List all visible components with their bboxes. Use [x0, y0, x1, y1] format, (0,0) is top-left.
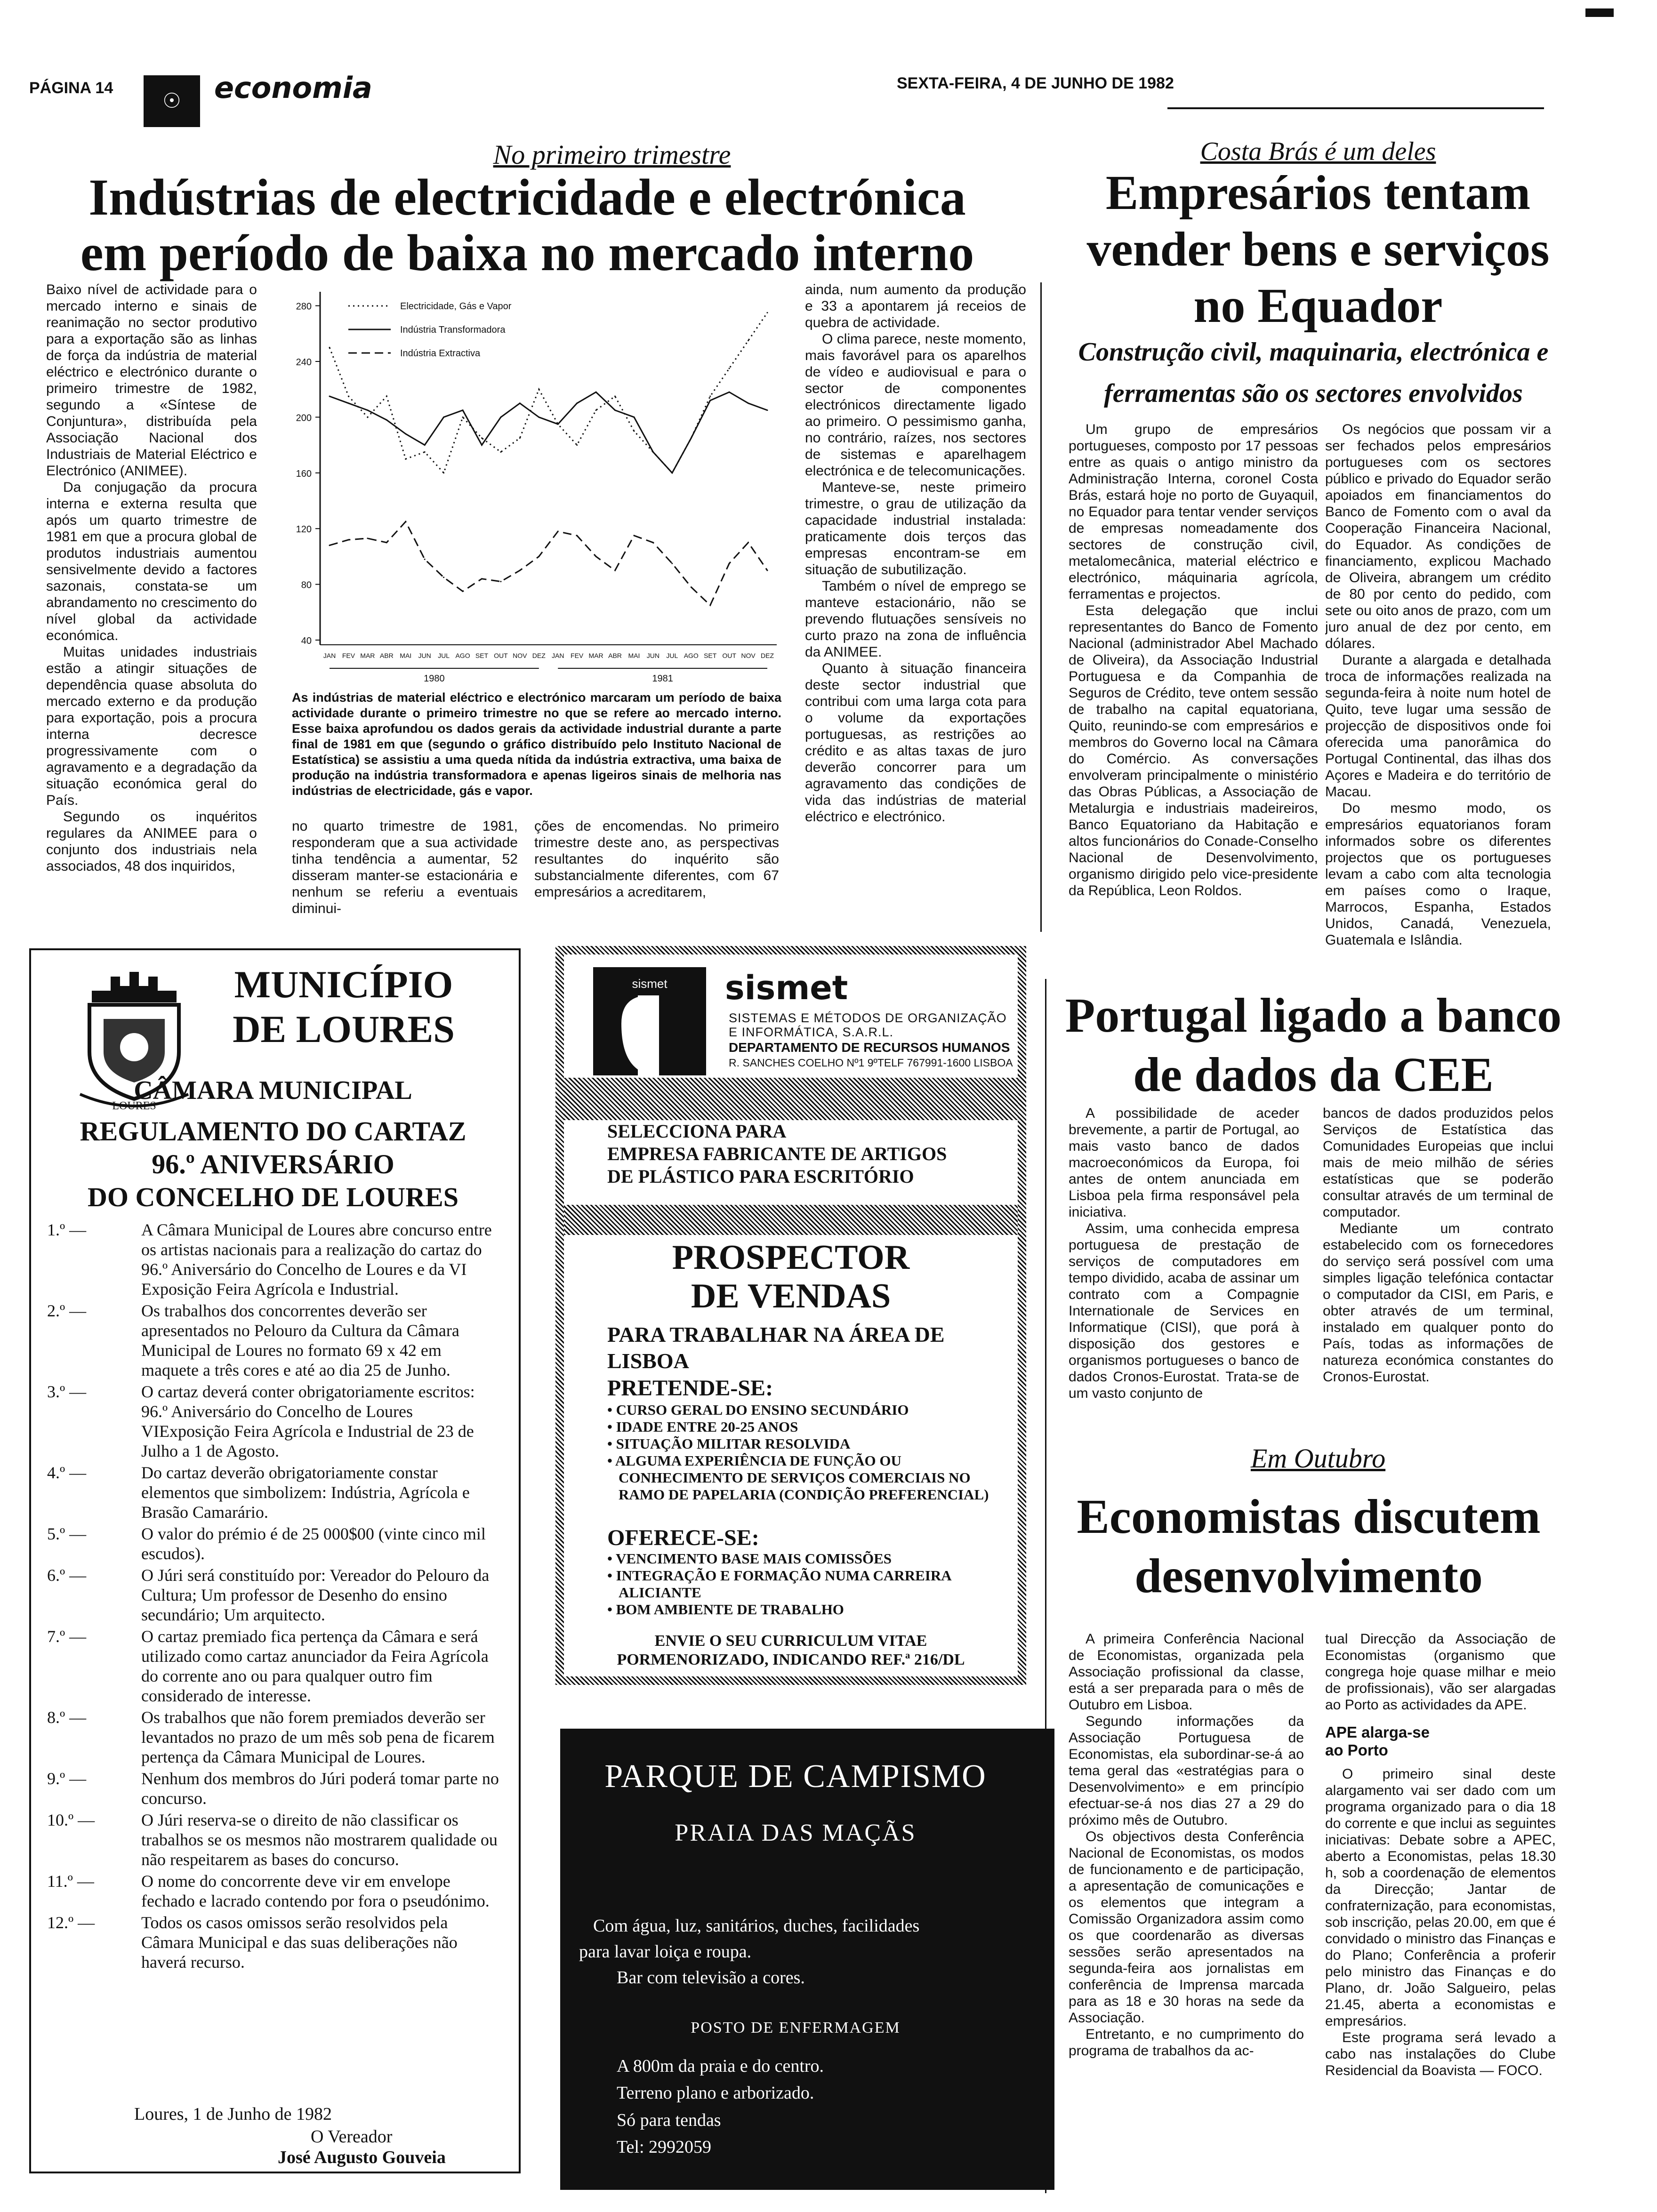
loures-subtitle-3: 96.º ANIVERSÁRIO — [152, 1149, 394, 1179]
sismet-select-1: SELECCIONA PARA — [607, 1121, 787, 1142]
data-point — [329, 347, 330, 348]
economistas-subhead: APE alarga-se ao Porto — [1325, 1723, 1430, 1759]
x-tick-label: NOV — [741, 652, 756, 659]
data-point — [500, 417, 501, 418]
regulation-text: O nome do concorrente deve vir em envelope fechado e lacrado contendo por fora o pseudónimo. — [141, 1872, 490, 1910]
campismo-line8: Tel: 2992059 — [617, 2137, 712, 2157]
x-tick-label: MAR — [588, 652, 603, 659]
x-tick-label: AGO — [684, 652, 699, 659]
data-point — [519, 570, 521, 571]
sismet-oferece-list — [607, 1550, 993, 1618]
regulation-item — [47, 1565, 499, 1625]
paragraph: A possibilidade de aceder brevemente, a partir de Portugal, ao mais vasto banco de dados macroeconómicos da Europa, foi antes de ontem anunciada em Lisboa pela firma responsável pela iniciativa. — [1069, 1106, 1299, 1220]
data-point — [595, 556, 597, 557]
y-tick-label: 120 — [296, 524, 312, 535]
data-point — [481, 437, 483, 439]
paragraph: ainda, num aumento da produção e 33 a apontarem já receios de quebra de actividade. — [805, 282, 1026, 330]
sismet-brand: sismet — [725, 969, 848, 1007]
data-point — [691, 586, 692, 588]
loures-regulation-list — [47, 1220, 499, 1974]
x-tick-label: JUL — [666, 652, 678, 659]
regulation-item — [47, 1220, 499, 1299]
requirement-item: • IDADE ENTRE 20-25 ANOS — [607, 1419, 993, 1435]
data-point — [614, 570, 616, 571]
chart-caption: As indústrias de material eléctrico e electrónico marcaram um período de baixa actividade durante o primeiro trimestre no que se refere ao mercado interno. Esse baixa aprofundou os dados gerais da actividade industrial durante a parte final de 1981 em que (segundo o gráfico distribuído pelo Instituto Nacional de Estatística) se assistiu a uma queda nítida da indústria extractiva, uma baixa de produção na indústria transformadora e apenas ligeiros sinais de melhoria nas indústrias de electricidade, gás e vapor. — [292, 690, 781, 798]
regulation-text: O valor do prémio é de 25 000$00 (vinte cinco mil escudos). — [141, 1524, 486, 1563]
y-tick-label: 240 — [296, 357, 312, 368]
data-point — [348, 402, 349, 404]
x-tick-label: OUT — [722, 652, 736, 659]
regulation-text: Os trabalhos dos concorrentes deverão ser apresentados no Pelouro da Cultura da Câmara Municipal de Loures no formato 69 x 42 em maquete a três cores e até ao dia 25 de Junho. — [141, 1301, 459, 1379]
main-article-col4 — [805, 281, 1026, 922]
paragraph: Entretanto, e no cumprimento do programa de trabalhos da ac- — [1069, 2027, 1304, 2059]
campismo-subtitle: PRAIA DAS MAÇÃS — [675, 1819, 917, 1846]
data-point — [652, 542, 654, 543]
campismo-line4: POSTO DE ENFERMAGEM — [691, 2019, 901, 2036]
paragraph: Um grupo de empresários portugueses, composto por 17 pessoas entre as quais o antigo ministro da Administração Interna, coronel Costa Brás, estará hoje no porto de Guyaquil, no Equador para tentar vender serviços de empresas nomeadamente dos sectores de construção civil, metalomecânica, material eléctrico e electrónico, máquinaria agrícola, ferramentas e projectos. — [1069, 422, 1318, 602]
sismet-oferece-heading: OFERECE-SE: — [607, 1525, 759, 1550]
data-point — [614, 396, 616, 397]
regulation-number: 9.º — — [47, 1769, 87, 1788]
data-point — [405, 433, 406, 434]
data-point — [748, 542, 749, 543]
data-point — [424, 451, 426, 453]
data-point — [748, 402, 749, 404]
sismet-pretende-heading: PRETENDE-SE: — [607, 1376, 773, 1401]
regulation-item — [47, 1382, 499, 1461]
paragraph: Manteve-se, neste primeiro trimestre, o grau de utilização da capacidade industrial instalada: praticamente dois terços das empresas encontram-se em situação de subutilização. — [805, 480, 1026, 577]
regulation-item — [47, 1301, 499, 1380]
regulation-number: 3.º — — [47, 1382, 87, 1401]
sismet-select-2: EMPRESA FABRICANTE DE ARTIGOS — [607, 1143, 947, 1164]
data-point — [633, 417, 635, 418]
data-point — [576, 535, 578, 537]
data-point — [652, 451, 654, 453]
regulation-item — [47, 1707, 499, 1767]
data-point — [462, 417, 464, 418]
data-point — [709, 605, 711, 606]
paragraph: tual Direcção da Associação de Economistas (organismo que congrega hoje quase milhar e meio de profissionais), vão ser alargadas ao Porto as actividades da APE. — [1325, 1631, 1556, 1713]
x-tick-label: DEZ — [532, 652, 546, 659]
requirement-item: • VENCIMENTO BASE MAIS COMISSÕES — [607, 1550, 993, 1567]
regulation-number: 10.º — — [47, 1811, 95, 1829]
x-tick-label: ABR — [379, 652, 394, 659]
economistas-col2 — [1325, 1631, 1556, 2191]
regulation-number: 8.º — — [47, 1708, 87, 1727]
regulation-text: O Júri reserva-se o direito de não classificar os trabalhos se os mesmos não mostrarem qualidade ou não respeitarem as bases do concurso. — [141, 1811, 498, 1869]
x-tick-label: FEV — [342, 652, 355, 659]
paragraph: Segundo informações da Associação Portuguesa de Economistas, ela subordinar-se-á ao tema geral das «estratégias para o Desenvolvimento» e em princípio efectuar-se-á nos dias 27 a 29 do próximo mês de Outubro. — [1069, 1714, 1304, 1828]
regulation-text: O cartaz deverá conter obrigatoriamente escritos: 96.º Aniversário do Concelho de Loures VIExposição Feira Agrícola e Industrial de 23 de Julho a 1 de Agosto. — [141, 1382, 475, 1460]
data-point — [767, 409, 768, 411]
costa-bras-col1 — [1069, 421, 1318, 977]
series-line-1 — [330, 313, 767, 473]
data-point — [633, 535, 635, 537]
cee-headline: Portugal ligado a banco de dados da CEE — [1065, 988, 1562, 1102]
data-point — [329, 396, 330, 397]
x-tick-label: MAI — [628, 652, 640, 659]
data-point — [671, 472, 673, 473]
top-corner-bar — [1585, 8, 1614, 17]
campismo-line1: Com água, luz, sanitários, duches, facilidades — [593, 1916, 920, 1936]
data-point — [519, 402, 521, 404]
header-rule — [1167, 107, 1544, 109]
data-point — [691, 437, 692, 439]
campismo-line6: Terreno plano e arborizado. — [617, 2083, 814, 2103]
cee-col2 — [1323, 1105, 1553, 1406]
regulation-number: 6.º — — [47, 1566, 87, 1585]
paragraph: Da conjugação da procura interna e externa resulta que após um quarto trimestre de 1981 em que a procura global de produtos industriais aumentou sensivelmente devido a factores sazonais, constata-se um abrandamento no crescimento do nível global da actividade económica. — [46, 480, 257, 643]
sismet-address: R. SANCHES COELHO Nº1 9ºTELF 767991-1600 LISBOA — [729, 1057, 1013, 1069]
series-line-2 — [330, 392, 767, 473]
economistas-col1 — [1069, 1631, 1304, 2191]
costa-bras-headline: Empresários tentam vender bens e serviços no Equador — [1086, 166, 1550, 333]
data-point — [729, 563, 730, 564]
sismet-footer-1: ENVIE O SEU CURRICULUM VITAE — [654, 1632, 927, 1650]
data-point — [424, 444, 426, 446]
loures-signer-title: O Vereador — [311, 2127, 393, 2147]
year-label: 1981 — [652, 673, 673, 684]
sismet-pretende-list — [607, 1402, 993, 1503]
y-tick-label: 80 — [301, 580, 312, 591]
campismo-title: PARQUE DE CAMPISMO — [604, 1758, 987, 1795]
paragraph: Assim, uma conhecida empresa portuguesa de prestação de serviços de computadores em tempo dividido, acaba de assinar um contrato com a Compagnie Internationale de Services en Informatique (CISI), que porá à disposição dos gestores e organismos portugueses o banco de dados Cronos-Eurostat. Trata-se de um vasto conjunto de — [1069, 1221, 1299, 1401]
regulation-item — [47, 1913, 499, 1972]
data-point — [443, 417, 444, 418]
paragraph: Também o nível de emprego se manteve estacionário, não se prevendo flutuações sensíveis no curto prazo na zona de influência da ANIMEE. — [805, 578, 1026, 660]
costa-bras-subheadline: Construção civil, maquinaria, electrónica e ferramentas são os sectores envolvidos — [1078, 337, 1549, 408]
sismet-line2: E INFORMÁTICA, S.A.R.L. — [729, 1025, 894, 1039]
data-point — [576, 444, 578, 446]
sismet-job-sub: PARA TRABALHAR NA ÁREA DE LISBOA — [607, 1322, 945, 1373]
sismet-footer-2: PORMENORIZADO, INDICANDO REF.ª 216/DL — [617, 1651, 965, 1668]
data-point — [367, 409, 368, 411]
x-tick-label: AGO — [455, 652, 470, 659]
data-point — [386, 419, 387, 421]
sismet-select-3: DE PLÁSTICO PARA ESCRITÓRIO — [607, 1166, 914, 1187]
year-label: 1980 — [424, 673, 445, 684]
section-title: economia — [214, 71, 372, 105]
data-point — [481, 578, 483, 579]
data-point — [462, 409, 464, 411]
data-point — [576, 402, 578, 404]
regulation-item — [47, 1810, 499, 1869]
data-point — [462, 591, 464, 592]
data-point — [405, 521, 406, 522]
data-point — [424, 559, 426, 560]
requirement-item: • INTEGRAÇÃO E FORMAÇÃO NUMA CARREIRA ALICIANTE — [607, 1567, 993, 1601]
paragraph: Os objectivos desta Conferência Nacional de Economistas, os modos de funcionamento e de participação, a apresentação de comunicações e os elementos que integram a Comissão Organizadora assim como os que coordenarão as diversas sessões serão apresentados na segunda-feira aos jornalistas em conferência de Imprensa marcada para as 18 e 30 horas na sede da Associação. — [1069, 1829, 1304, 2026]
data-point — [443, 472, 444, 473]
regulation-item — [47, 1871, 499, 1911]
y-tick-label: 200 — [296, 413, 312, 424]
data-point — [538, 556, 539, 557]
data-point — [481, 444, 483, 446]
data-point — [557, 424, 559, 425]
paragraph: A primeira Conferência Nacional de Economistas, organizada pela Associação profissional da classe, está a ser preparada para o mês de Outubro em Lisboa. — [1069, 1631, 1304, 1713]
data-point — [386, 542, 387, 543]
regulation-text: Nenhum dos membros do Júri poderá tomar parte no concurso. — [141, 1769, 499, 1808]
costa-bras-col2 — [1325, 421, 1551, 977]
paragraph: Durante a alargada e detalhada troca de informações realizada na segunda-feira à noite num hotel de Quito, teve lugar uma sessão de projecção de dispositivos onde foi oferecida uma panorâmica do Portugal Continental, das ilhas dos Açores e Madeira e do território de Macau. — [1325, 652, 1551, 800]
industry-line-chart — [278, 282, 786, 687]
data-point — [519, 437, 521, 439]
sismet-job-title-2: DE VENDAS — [691, 1277, 891, 1315]
x-tick-label: JUL — [438, 652, 450, 659]
data-point — [348, 396, 349, 397]
x-tick-label: MAI — [400, 652, 412, 659]
x-tick-label: JAN — [323, 652, 336, 659]
x-tick-label: JUN — [646, 652, 660, 659]
paragraph: no quarto trimestre de 1981, responderam que a sua actividade tinha tendência a aumentar, 52 disseram manter-se estacionária e nenhum se referiu a eventuais diminui- — [292, 818, 518, 916]
x-tick-label: SET — [704, 652, 717, 659]
x-tick-label: OUT — [494, 652, 508, 659]
regulation-item — [47, 1524, 499, 1563]
paragraph: O primeiro sinal deste alargamento vai ser dado com um programa organizado para o dia 18 do corrente e que inclui as seguintes iniciativas: Debate sobre a APEC, aberto a Economistas, pelas 18.30 h, sob a coordenação de elementos da Direcção; Jantar de confraternização, para economistas, sob inscrição, pelas 20.00, em que é convidado o ministro das Finanças e do Plano; Conferência a proferir pelo ministro das Finanças e do Plano, dr. João Salgueiro, pelas 21.45, aberta a economistas e empresários. — [1325, 1766, 1556, 2029]
data-point — [329, 545, 330, 546]
y-tick-label: 40 — [301, 636, 312, 646]
data-point — [500, 581, 501, 582]
data-point — [443, 577, 444, 578]
paragraph: Quanto à situação financeira deste sector industrial que contribui com uma larga cota para o volume da exportações portuguesas, as restrições ao crédito e as altas taxas de juro deverão concorrer para um agravamento das condições de vida das indústrias de material eléctrico e electrónico. — [805, 661, 1026, 825]
x-tick-label: DEZ — [761, 652, 774, 659]
regulation-item — [47, 1769, 499, 1808]
data-point — [367, 537, 368, 539]
regulation-text: Do cartaz deverão obrigatoriamente constar elementos que simbolizem: Indústria, Agrícola e Brasão Camarário. — [141, 1463, 470, 1522]
regulation-number: 2.º — — [47, 1301, 87, 1320]
loures-title-2: DE LOURES — [233, 1008, 455, 1050]
regulation-text: Os trabalhos que não forem premiados deverão ser levantados no prazo de um mês sob pena de ficarem pertença da Câmara Municipal de Loures. — [141, 1708, 495, 1766]
regulation-number: 5.º — — [47, 1524, 87, 1543]
legend-label: Indústria Extractiva — [400, 348, 481, 359]
y-tick-label: 280 — [296, 301, 312, 312]
data-point — [595, 409, 597, 411]
legend-label: Indústria Transformadora — [400, 325, 506, 335]
loures-subtitle-4: DO CONCELHO DE LOURES — [88, 1182, 458, 1212]
regulation-text: A Câmara Municipal de Loures abre concurso entre os artistas nacionais para a realização do cartaz do 96.º Aniversário do Concelho de Loures e da VI Exposição Feira Agrícola e Industrial. — [141, 1220, 492, 1298]
data-point — [595, 392, 597, 393]
loures-subtitle-2: REGULAMENTO DO CARTAZ — [80, 1116, 467, 1146]
sismet-logo-icon — [593, 967, 706, 1075]
paragraph: O clima parece, neste momento, mais favorável para os aparelhos de vídeo e audiovisual e para o sector de componentes electrónicos directamente ligado ao primeiro. O pessimismo ganha, no contrário, raízes, nos sectores de sistemas e aparelhagem electrónica e de telecomunicações. — [805, 331, 1026, 479]
sismet-dotted-divider — [564, 1078, 1018, 1120]
x-tick-label: NOV — [513, 652, 527, 659]
data-point — [633, 431, 635, 432]
main-article-col2 — [292, 818, 518, 926]
paragraph: Segundo os inquéritos regulares da ANIMEE para o conjunto dos industriais nela associados, 48 dos inquiridos, — [46, 809, 257, 874]
data-point — [748, 340, 749, 341]
cee-col1 — [1069, 1105, 1299, 1406]
economistas-headline: Economistas discutem desenvolvimento — [1077, 1490, 1541, 1603]
regulation-text: O Júri será constituído por: Vereador do Pelouro da Cultura; Um professor de Desenho do ensino secundário; Um arquitecto. — [141, 1566, 490, 1624]
paragraph: Os negócios que possam vir a ser fechados pelos empresários portugueses com os sectores público e privado do Equador serão apoiados em financiamentos do Banco de Fomento com o aval da Cooperação Financeira Nacional, do Equador. As condições de financiamento, explicou Machado de Oliveira, abrangem um crédito de 80 por cento do pedido, com sete ou oito anos de prazo, com um juro anual de dez por cento, em dólares. — [1325, 422, 1551, 651]
requirement-item: • ALGUMA EXPERIÊNCIA DE FUNÇÃO OU CONHECIMENTO DE SERVIÇOS COMERCIAIS NO RAMO DE PAPELARIA (CONDIÇÃO PREFERENCIAL) — [607, 1452, 993, 1503]
sismet-logo-text: sismet — [632, 977, 668, 991]
regulation-number: 12.º — — [47, 1913, 95, 1932]
regulation-item — [47, 1627, 499, 1706]
data-point — [367, 417, 368, 418]
paragraph: Esta delegação que inclui representantes do Banco de Fomento Nacional (administrador Abel Machado de Oliveira), da Associação Industrial Portuguesa e da Companhia de Seguros de Crédito, teve ontem sessão de trabalho na capital equatoriana, Quito, reunindo-se com empresários e membros do Governo local na Câmara do Comércio. As conversações envolveram principalmente o ministério das Obras Públicas, a Associação de Metalurgia e industriais madeireiros, Banco Equatoriano da Habitação e altos funcionários do Conade-Conselho Nacional de Desenvolvimento, organismo dirigido pelo vice-presidente da República, Leon Roldos. — [1069, 603, 1318, 898]
requirement-item: • BOM AMBIENTE DE TRABALHO — [607, 1601, 993, 1618]
campismo-line5: A 800m da praia e do centro. — [617, 2056, 824, 2076]
campismo-line3: Bar com televisão a cores. — [617, 1968, 805, 1988]
column-rule — [1045, 979, 1046, 2193]
data-point — [500, 451, 501, 453]
regulation-number: 1.º — — [47, 1220, 87, 1239]
series-line-3 — [330, 521, 767, 605]
paragraph: Baixo nível de actividade para o mercado interno e sinais de reanimação no sector produtivo para a exportação são as linhas de força da indústria de material eléctrico e electrónico durante o primeiro trimestre de 1982, segundo a «Síntese de Conjuntura», distribuída pela Associação Nacional dos Industriais de Material Eléctrico e Electrónico (ANIMEE). — [46, 282, 257, 479]
regulation-text: O cartaz premiado fica pertença da Câmara e será utilizado como cartaz anunciador da Feira Agrícola do corrente ano ou para qualquer outro fim considerado de interesse. — [141, 1627, 489, 1705]
main-article-kicker: No primeiro trimestre — [493, 139, 731, 170]
column-rule — [1040, 282, 1042, 932]
sismet-dotted-divider-2 — [564, 1205, 1018, 1235]
economistas-kicker: Em Outubro — [1250, 1443, 1386, 1474]
data-point — [709, 400, 711, 401]
paragraph: Mediante um contrato estabelecido com os fornecedores do serviço será possível com uma simples ligação telefónica contactar o computador da CISI, em Paris, e obter através de um terminal, instalado em qualquer ponto do País, todas as informações de natureza económica constantes do Cronos-Eurostat. — [1323, 1221, 1553, 1385]
x-tick-label: MAR — [360, 652, 375, 659]
main-article-col3 — [534, 818, 779, 926]
campismo-line7: Só para tendas — [617, 2110, 721, 2130]
data-point — [767, 570, 768, 571]
y-tick-label: 160 — [296, 468, 312, 479]
regulation-number: 11.º — — [47, 1872, 94, 1891]
loures-date: Loures, 1 de Junho de 1982 — [134, 2104, 332, 2124]
x-tick-label: FEV — [571, 652, 584, 659]
section-logo-icon: ☉ — [144, 75, 200, 127]
main-article-col1 — [46, 281, 257, 922]
paragraph: ções de encomendas. No primeiro trimestre deste ano, as perspectivas resultantes do inquérito são substancialmente diferentes, com 67 empresários a acreditarem, — [534, 818, 779, 900]
loures-signer-name: José Augusto Gouveia — [278, 2148, 446, 2167]
data-point — [538, 389, 539, 390]
sismet-job-title-1: PROSPECTOR — [672, 1238, 910, 1277]
data-point — [557, 531, 559, 532]
data-point — [729, 392, 730, 393]
sismet-line1: SISTEMAS E MÉTODOS DE ORGANIZAÇÃO — [729, 1011, 1007, 1025]
main-article-headline-1: Indústrias de electricidade e electrónica — [88, 168, 966, 226]
paragraph: Muitas unidades industriais estão a atingir situações de dependência quase absoluta do mercado externo e da produção para exportação, pois a procura interna decresce progressivamente com o agravamento e a degradação da situação económica geral do País. — [46, 644, 257, 808]
requirement-item: • SITUAÇÃO MILITAR RESOLVIDA — [607, 1435, 993, 1452]
data-point — [767, 312, 768, 313]
costa-bras-kicker: Costa Brás é um deles — [1200, 137, 1436, 166]
regulation-number: 4.º — — [47, 1463, 87, 1482]
legend-label: Electricidade, Gás e Vapor — [400, 301, 512, 312]
data-point — [386, 396, 387, 397]
issue-date: SEXTA-FEIRA, 4 DE JUNHO DE 1982 — [897, 74, 1174, 92]
page-number: PÁGINA 14 — [29, 79, 113, 97]
x-tick-label: JUN — [418, 652, 431, 659]
paragraph: bancos de dados produzidos pelos Serviços de Estatística das Comunidades Europeias que inclui mais de meio milhão de séries estatísticas que se poderão consultar através de um terminal de computador. — [1323, 1106, 1553, 1220]
x-tick-label: JAN — [551, 652, 564, 659]
data-point — [538, 417, 539, 418]
data-point — [348, 539, 349, 540]
x-tick-label: SET — [475, 652, 489, 659]
data-point — [709, 396, 711, 397]
paragraph: Este programa será levado a cabo nas instalações do Clube Residencial da Boavista — FOCO. — [1325, 2030, 1556, 2078]
data-point — [614, 409, 616, 411]
loures-title-1: MUNICÍPIO — [234, 963, 453, 1006]
main-article-headline-2: em período de baixa no mercado interno — [80, 224, 974, 281]
crest-label: LOURES — [112, 1100, 156, 1112]
regulation-text: Todos os casos omissos serão resolvidos pela Câmara Municipal e das suas deliberações não haverá recurso. — [141, 1913, 458, 1972]
x-tick-label: ABR — [608, 652, 622, 659]
paragraph: Do mesmo modo, os empresários equatorianos foram informados sobre os diferentes projectos que os portugueses levam a cabo com alta tecnologia em países como o Iraque, Marrocos, Espanha, Estados Unidos, Canadá, Venezuela, Guatemala e Islândia. — [1325, 801, 1551, 948]
sismet-dept: DEPARTAMENTO DE RECURSOS HUMANOS — [729, 1040, 1010, 1055]
regulation-number: 7.º — — [47, 1627, 87, 1646]
requirement-item: • CURSO GERAL DO ENSINO SECUNDÁRIO — [607, 1402, 993, 1419]
loures-subtitle-1: CÂMARA MUNICIPAL — [134, 1076, 412, 1105]
regulation-item — [47, 1463, 499, 1522]
data-point — [405, 458, 406, 460]
data-point — [729, 368, 730, 369]
campismo-line2: para lavar loiça e roupa. — [579, 1942, 752, 1962]
data-point — [671, 563, 673, 564]
